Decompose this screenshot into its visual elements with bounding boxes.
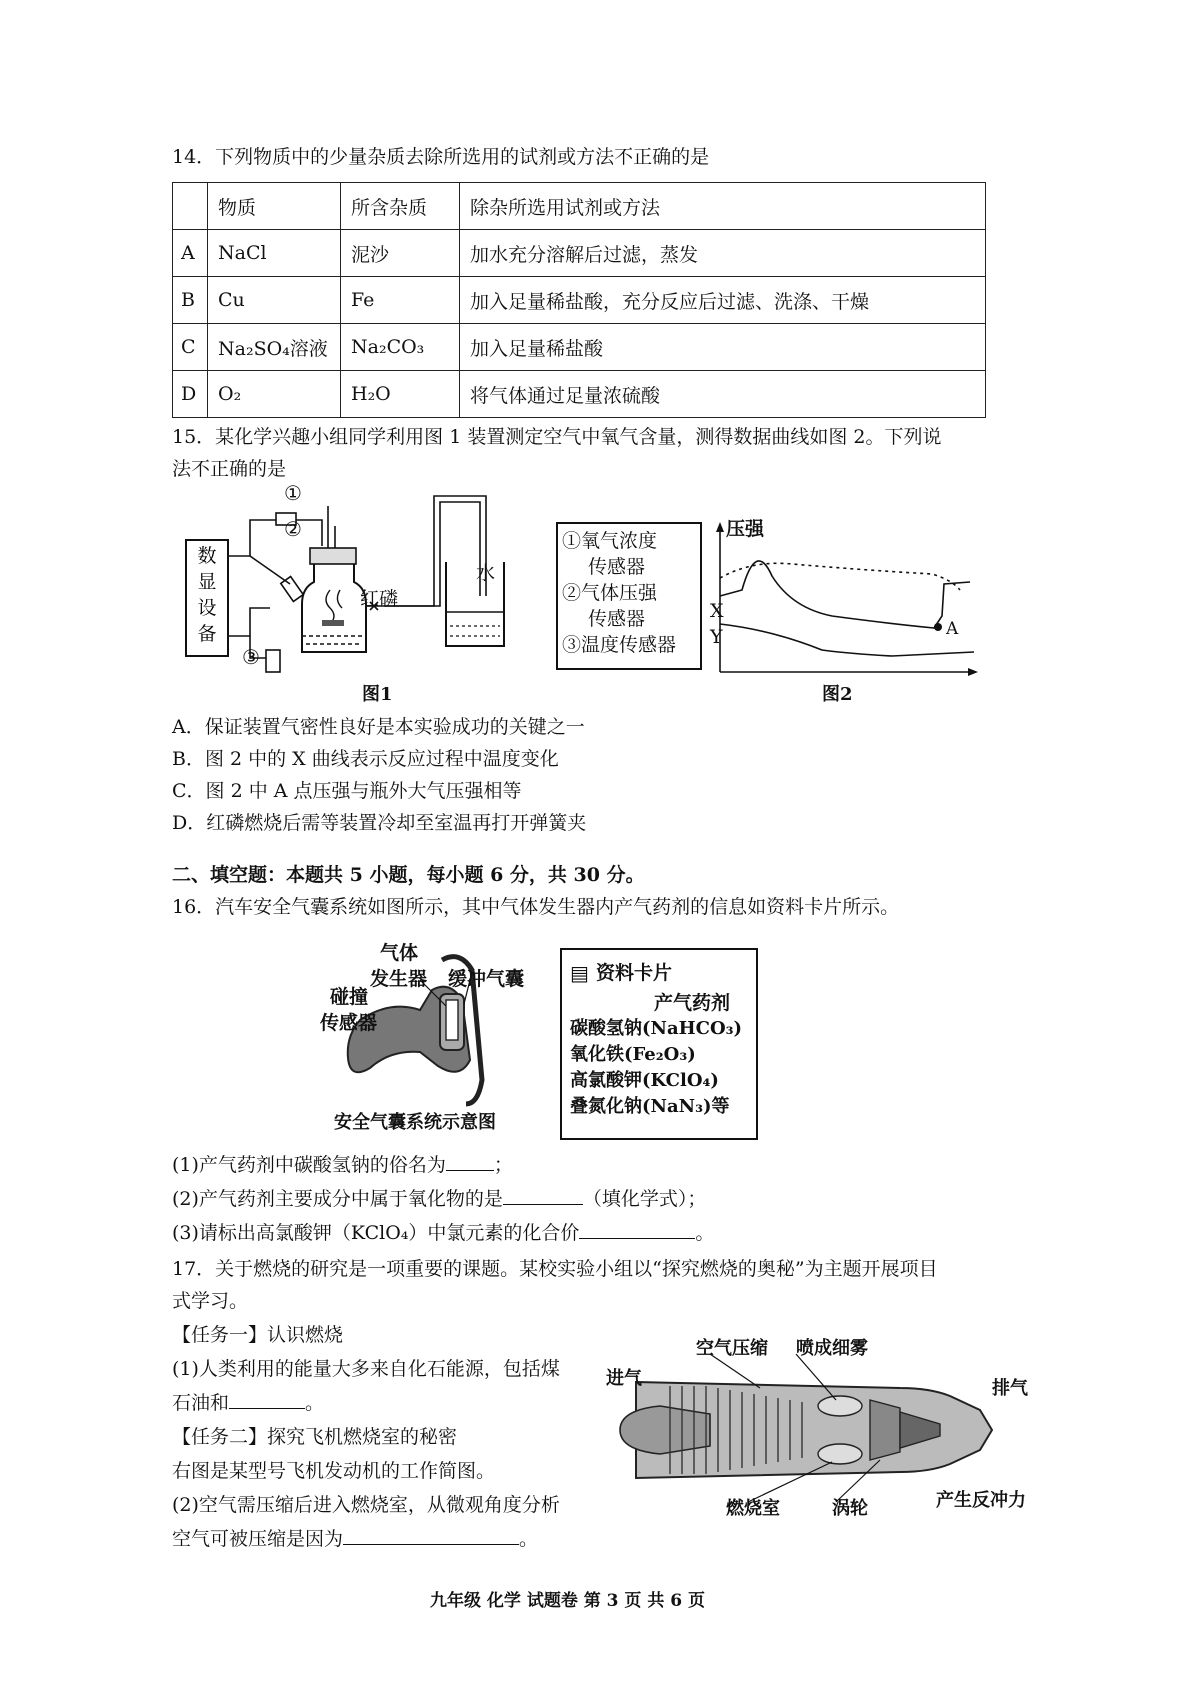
table-row [173,277,986,324]
q17-sub1-line1: (1)人类利用的能量大多来自化石能源，包括煤 [172,1358,560,1380]
gas-generator-label-1: 气体 [380,942,419,964]
table-row [173,324,986,371]
task-1-heading: 【任务一】认识燃烧 [172,1324,344,1346]
q16-sub-1: (1)产气药剂中碳酸氢钠的俗名为 ； [172,1154,513,1176]
q16-sub-3: (3)请标出高氯酸钾（KClO₄）中氯元素的化合价 。 [172,1222,715,1244]
impurity-cell: Fe [341,277,460,324]
q15-stem-line1: 15．某化学兴趣小组同学利用图 1 装置测定空气中氧气含量，测得数据曲线如图 2。下列说 [172,426,942,448]
q15-option-c: C．图 2 中 A 点压强与瓶外大气压强相等 [172,780,522,802]
x-curve-label: X [710,600,724,622]
figure-1-apparatus [180,481,550,706]
card-line-4: 叠氮化钠(NaN₃)等 [570,1096,730,1117]
label-combustion-chamber: 燃烧室 [726,1498,780,1519]
sensor-2-probe [281,577,303,602]
q17-stem-line2: 式学习。 [172,1290,249,1312]
card-icon: ▤ [570,961,589,985]
q14-stem: 14．下列物质中的少量杂质去除所选用的试剂或方法不正确的是 [172,146,710,168]
combustion-chamber-top [818,1396,862,1416]
impurity-cell: Na₂CO₃ [341,324,460,371]
turbine [870,1400,900,1460]
q15-option-b: B．图 2 中的 X 曲线表示反应过程中温度变化 [172,748,559,770]
card-title: 资料卡片 [596,962,673,984]
answer-blank-2[interactable] [503,1186,583,1205]
legend-line-4: 传感器 [588,608,646,630]
stopper [310,548,356,564]
circle-label-2: ② [284,517,302,541]
answer-blank-3[interactable] [579,1220,695,1239]
device-char-4: 备 [197,623,217,645]
label-air-compression: 空气压缩 [696,1338,768,1359]
card-line-1: 碳酸氢钠(NaHCO₃) [570,1018,743,1039]
option-letter: C [173,324,208,371]
airbag-figure [320,940,552,1136]
answer-blank-5[interactable] [343,1526,519,1545]
y-axis-label: 压强 [726,518,765,540]
device-char-1: 数 [197,545,217,567]
bottle [302,564,366,652]
q17-stem-line1: 17．关于燃烧的研究是一项重要的课题。某校实验小组以“探究燃烧的奥秘”为主题开展项目 [172,1258,938,1280]
task-2-description: 右图是某型号飞机发动机的工作简图。 [172,1460,496,1482]
method-cell: 加入足量稀盐酸，充分反应后过滤、洗涤、干燥 [460,277,986,324]
page-footer: 九年级 化学 试题卷 第 3 页 共 6 页 [430,1591,706,1611]
q17-sub1-line2: 石油和 。 [172,1392,325,1414]
substance-cell: O₂ [208,371,341,418]
q14-table [172,182,986,418]
water-label: 水 [476,562,496,584]
q15-stem-line2: 法不正确的是 [172,458,287,480]
card-line-3: 高氯酸钾(KClO₄) [570,1070,719,1091]
card-subtitle: 产气药剂 [654,992,731,1014]
airbag-caption: 安全气囊系统示意图 [334,1112,496,1133]
method-cell: 加入足量稀盐酸 [460,324,986,371]
circle-label-1: ① [284,481,302,505]
substance-cell: Cu [208,277,341,324]
q16-sub-2: (2)产气药剂主要成分中属于氧化物的是 （填化学式）； [172,1188,707,1210]
option-letter: D [173,371,208,418]
point-a [934,623,942,631]
red-phosphorus-label: 红磷 [360,588,399,610]
legend-line-2: 传感器 [588,556,646,578]
q17-sub2-line1: (2)空气需压缩后进入燃烧室，从微观角度分析 [172,1494,560,1516]
pressure-curve [720,561,970,628]
label-turbine: 涡轮 [832,1498,868,1519]
sensor-legend-box [556,522,702,670]
x-curve [720,563,960,590]
beaker [446,562,504,646]
substance-cell: NaCl [208,230,341,277]
circle-label-3: ③ [242,645,260,669]
table-header-row [173,183,986,230]
header-substance: 物质 [208,183,341,230]
section-2-heading: 二、填空题：本题共 5 小题，每小题 6 分，共 30 分。 [172,864,645,886]
figure-1-caption: 图1 [362,684,393,705]
point-a-label: A [946,619,959,639]
flame [326,590,334,624]
label-spray-mist: 喷成细雾 [796,1338,868,1359]
task-2-heading: 【任务二】探究飞机燃烧室的秘密 [172,1426,458,1448]
substance-cell: Na₂SO₄溶液 [208,324,341,371]
legend-line-1: ①氧气浓度 [562,530,658,552]
q15-option-d: D．红磷燃烧后需等装置冷却至室温再打开弹簧夹 [172,812,587,834]
header-impurity: 所含杂质 [341,183,460,230]
option-letter: A [173,230,208,277]
header-method: 除杂所选用试剂或方法 [460,183,986,230]
label-intake: 进气 [606,1368,642,1389]
legend-line-3: ②气体压强 [562,582,658,604]
q16-stem: 16．汽车安全气囊系统如图所示，其中气体发生器内产气药剂的信息如资料卡片所示。 [172,896,900,918]
figure-2-curves [712,520,982,710]
label-exhaust: 排气 [992,1378,1028,1399]
combustion-chamber-bottom [818,1444,862,1464]
sensor-label-1: 碰撞 [330,986,369,1008]
label-reaction-force: 产生反冲力 [936,1490,1026,1511]
device-char-2: 显 [197,571,217,593]
sensor-label-2: 传感器 [320,1012,378,1034]
option-letter: B [173,277,208,324]
answer-blank-1[interactable] [446,1152,494,1171]
device-char-3: 设 [197,597,217,619]
cushion-label: 缓冲气囊 [448,968,525,990]
method-cell: 将气体通过足量浓硫酸 [460,371,986,418]
table-row [173,230,986,277]
gas-generator-label-2: 发生器 [370,968,428,990]
sensor-3-resistor [266,650,280,672]
impurity-cell: 泥沙 [341,230,460,277]
y-curve-label: Y [710,626,723,648]
engine-spinner [620,1406,710,1454]
jet-engine-figure [600,1336,1040,1526]
data-card [560,948,758,1140]
q17-sub2-line2: 空气可被压缩是因为 。 [172,1528,539,1550]
method-cell: 加水充分溶解后过滤，蒸发 [460,230,986,277]
card-line-2: 氧化铁(Fe₂O₃) [570,1044,696,1065]
q15-option-a: A．保证装置气密性良好是本实验成功的关键之一 [172,716,585,738]
legend-line-5: ③温度传感器 [562,634,677,656]
impurity-cell: H₂O [341,371,460,418]
table-row [173,371,986,418]
figure-2-caption: 图2 [822,684,853,705]
answer-blank-4[interactable] [229,1390,305,1409]
